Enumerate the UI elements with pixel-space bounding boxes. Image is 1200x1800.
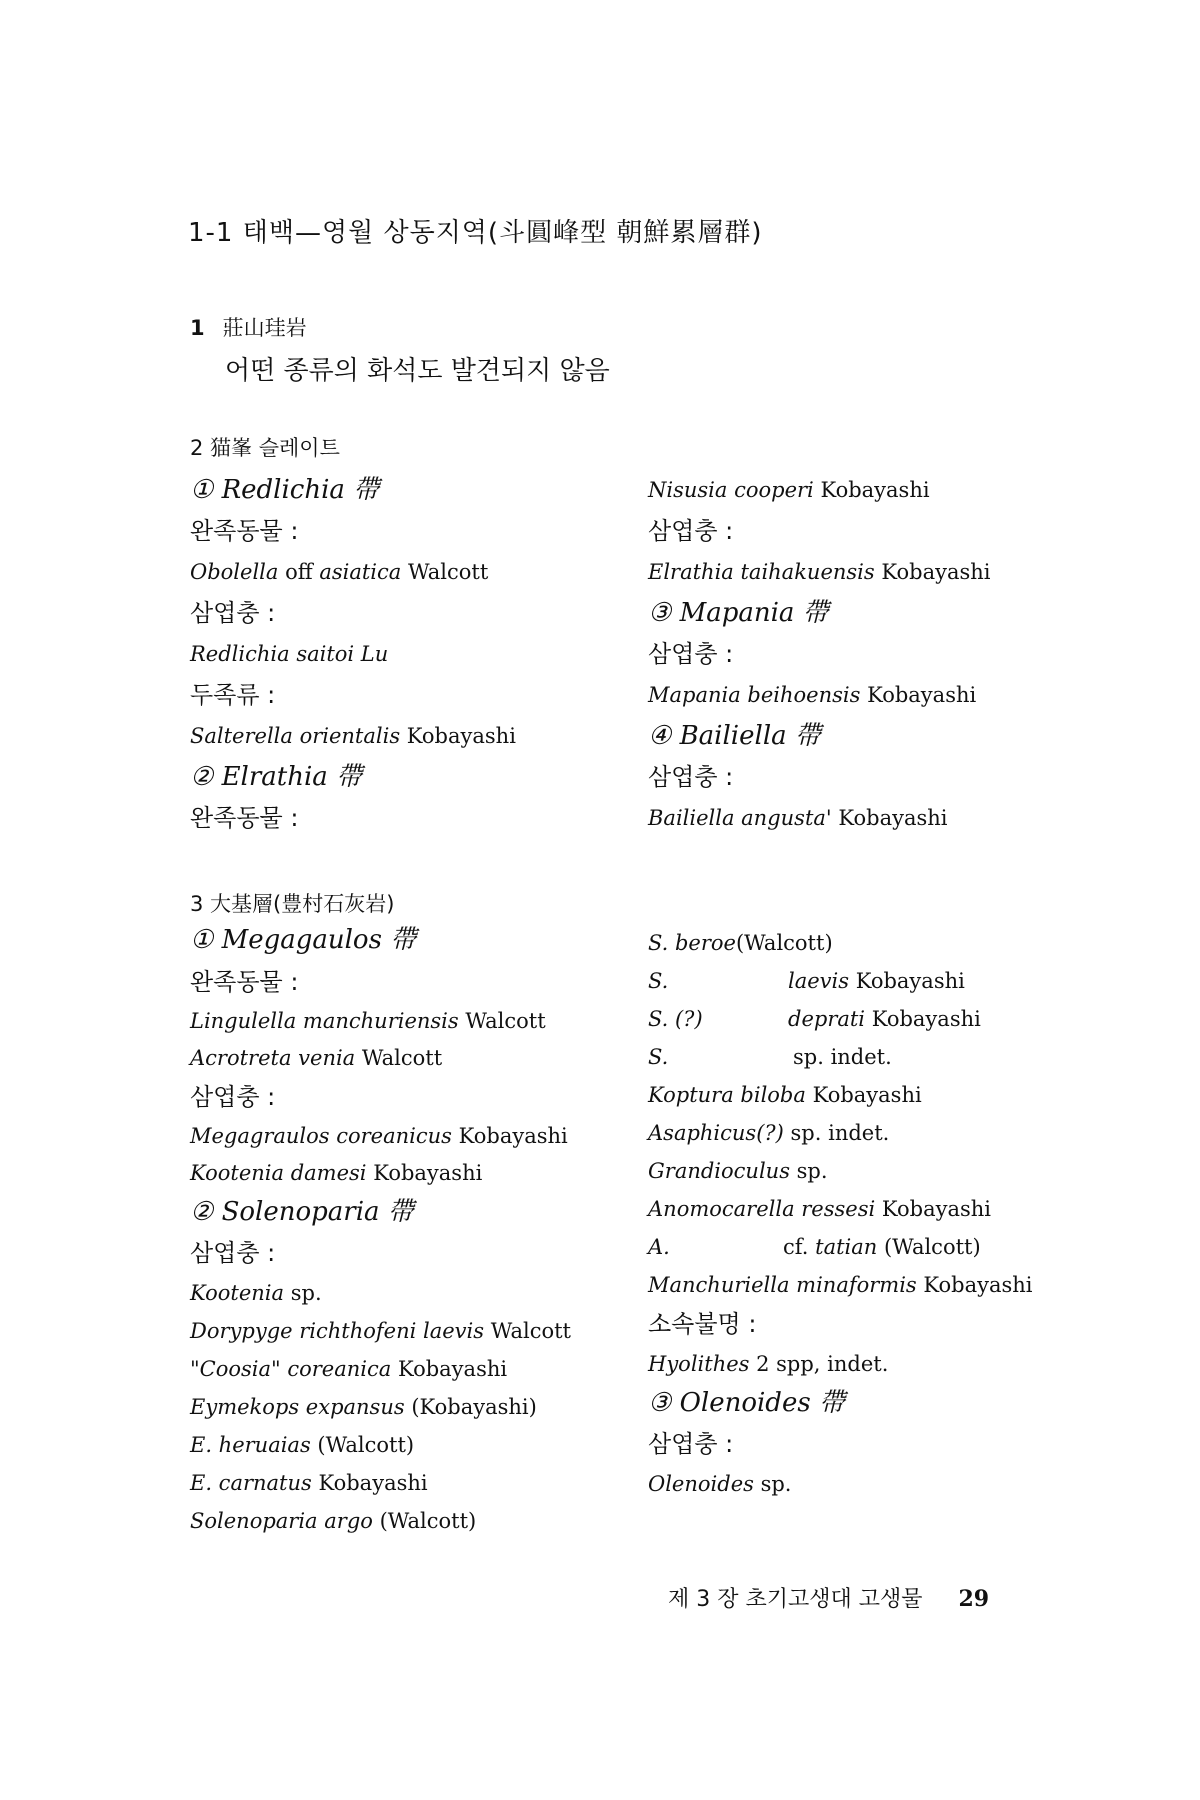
species-entry: Mapania beihoensis Kobayashi bbox=[648, 683, 977, 707]
subsection-2-right-column bbox=[648, 470, 991, 839]
subsection-3-heading: 3 大基層(豊村石灰岩) bbox=[190, 892, 395, 916]
group-trilobita: 삼엽충 : bbox=[190, 1239, 276, 1267]
page-number: 29 bbox=[958, 1586, 990, 1612]
group-trilobita: 삼엽충 : bbox=[648, 517, 734, 545]
species-entry: "Coosia" coreanica Kobayashi bbox=[190, 1357, 508, 1381]
group-trilobita: 삼엽충 : bbox=[190, 1083, 276, 1111]
group-trilobita: 삼엽충 : bbox=[648, 640, 734, 668]
species-entry: Dorypyge richthofeni laevis Walcott bbox=[190, 1319, 571, 1343]
species-entry: Koptura biloba Kobayashi bbox=[648, 1083, 922, 1107]
species-entry: Grandioculus sp. bbox=[648, 1159, 828, 1183]
species-entry: Kootenia damesi Kobayashi bbox=[190, 1161, 483, 1185]
zone-bailiella: ④ Bailiella 帶 bbox=[648, 721, 821, 751]
species-entry: Megagraulos coreanicus Kobayashi bbox=[190, 1124, 568, 1148]
zone-megagaulos: ① Megagaulos 帶 bbox=[190, 925, 417, 955]
zone-elrathia: ② Elrathia 帶 bbox=[190, 762, 363, 792]
group-trilobita: 삼엽충 : bbox=[648, 763, 734, 791]
species-entry: S. beroe(Walcott) bbox=[648, 931, 833, 955]
species-entry: E. carnatus Kobayashi bbox=[190, 1471, 428, 1495]
species-entry: S. sp. indet. bbox=[648, 1045, 892, 1069]
species-entry: Kootenia sp. bbox=[190, 1281, 322, 1305]
zone-redlichia: ① Redlichia 帶 bbox=[190, 475, 380, 505]
group-trilobita: 삼엽충 : bbox=[648, 1430, 734, 1458]
species-entry: Eymekops expansus (Kobayashi) bbox=[190, 1395, 537, 1419]
zone-mapania: ③ Mapania 帶 bbox=[648, 598, 829, 628]
species-entry: E. heruaias (Walcott) bbox=[190, 1433, 415, 1457]
species-entry: Asaphicus(?) sp. indet. bbox=[648, 1121, 890, 1145]
page-footer bbox=[668, 1582, 989, 1613]
species-entry: Hyolithes 2 spp, indet. bbox=[648, 1352, 889, 1376]
section-heading: 1-1 태백—영월 상동지역(斗圓峰型 朝鮮累層群) bbox=[188, 218, 763, 248]
species-entry: Obolella off asiatica Walcott bbox=[190, 560, 489, 584]
zone-olenoides: ③ Olenoides 帶 bbox=[648, 1388, 845, 1418]
group-brachiopoda: 완족동물 : bbox=[190, 804, 299, 832]
species-entry: Redlichia saitoi Lu bbox=[190, 642, 389, 666]
species-entry: Elrathia taihakuensis Kobayashi bbox=[648, 560, 991, 584]
subsection-3-left-column bbox=[190, 920, 571, 1540]
chapter-title: 제 3 장 초기고생대 고생물 bbox=[668, 1587, 923, 1612]
zone-solenoparia: ② Solenoparia 帶 bbox=[190, 1197, 414, 1227]
group-trilobita: 삼엽충 : bbox=[190, 599, 276, 627]
subsection-2-heading: 2 猫峯 슬레이트 bbox=[190, 436, 340, 460]
species-entry: Olenoides sp. bbox=[648, 1472, 792, 1496]
group-cephalopoda: 두족류 : bbox=[190, 681, 276, 709]
species-entry: Bailiella angusta' Kobayashi bbox=[648, 806, 948, 830]
subsection-1-number: 1 bbox=[190, 316, 205, 340]
subsection-2-left-column bbox=[190, 470, 516, 839]
species-entry: Manchuriella minaformis Kobayashi bbox=[648, 1273, 1033, 1297]
group-brachiopoda: 완족동물 : bbox=[190, 517, 299, 545]
subsection-3-right-column bbox=[648, 924, 1033, 1503]
subsection-1-heading bbox=[190, 312, 307, 342]
species-entry: Anomocarella ressesi Kobayashi bbox=[648, 1197, 992, 1221]
species-entry: S. laevis Kobayashi bbox=[648, 969, 965, 993]
species-entry: Solenoparia argo (Walcott) bbox=[190, 1509, 477, 1533]
group-brachiopoda: 완족동물 : bbox=[190, 968, 299, 996]
subsection-1-title: 莊山珪岩 bbox=[222, 316, 307, 340]
species-entry: Lingulella manchuriensis Walcott bbox=[190, 1009, 546, 1033]
species-entry: Acrotreta venia Walcott bbox=[190, 1046, 443, 1070]
subsection-1-note: 어떤 종류의 화석도 발견되지 않음 bbox=[225, 356, 610, 386]
species-entry: A. cf. tatian (Walcott) bbox=[648, 1235, 981, 1259]
species-entry: Salterella orientalis Kobayashi bbox=[190, 724, 516, 748]
species-entry: Nisusia cooperi Kobayashi bbox=[648, 478, 930, 502]
group-incertae-sedis: 소속불명 : bbox=[648, 1310, 757, 1338]
species-entry: S. (?) deprati Kobayashi bbox=[648, 1007, 981, 1031]
